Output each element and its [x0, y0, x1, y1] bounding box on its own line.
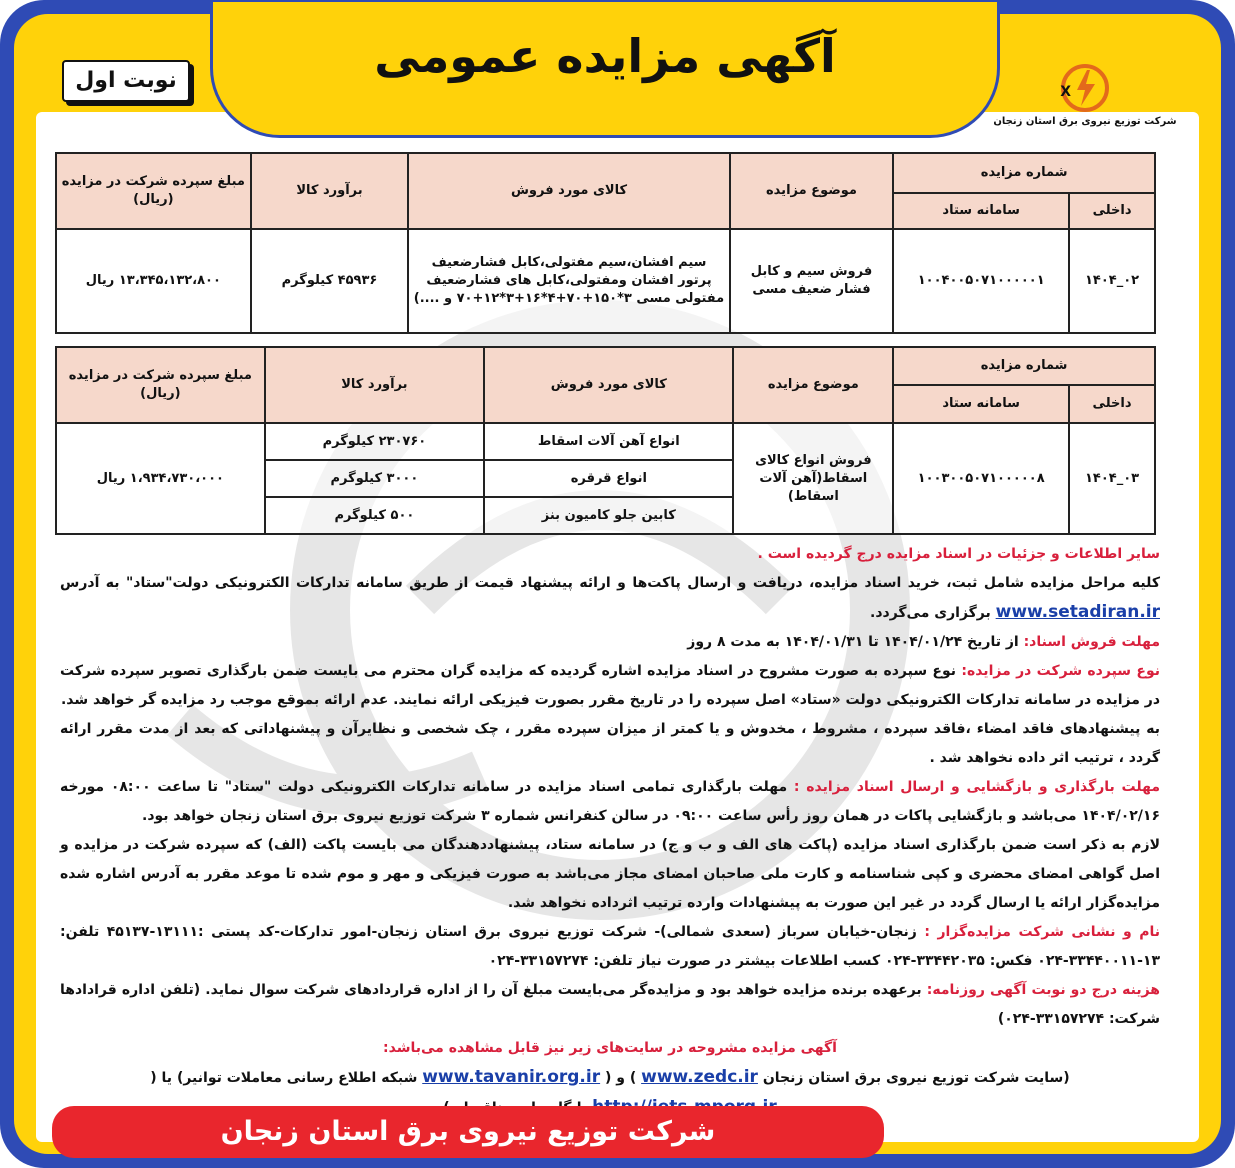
header-estimate: برآورد کالا	[265, 347, 484, 423]
deposit-type-text: نوع سپرده به صورت مشروح در اسناد مزایده اشاره گردیده که مزایده گران محترم می بایست ضمن بارگذاری تصویر سپرده شرکت در مزایده در سامانه تدارکات الکترونیکی دولت «ستاد» اصل سپرده را در تاریخ مقرر بصورت فیزیکی ارائه نمایند. عدم ارائه بموقع موجب رد مزایده گر خواهد شد.	[60, 663, 1160, 708]
auction-table-1	[55, 152, 1156, 334]
round-badge: نوبت اول	[62, 60, 190, 102]
para-rejection: به پیشنهادهای فاقد امضاء ،فاقد سپرده ، مشروط ، مخدوش و یا کمتر از میزان سپرده مقرر ، چک شخصی و نظایرآن و پیشنهاداتی که بعد از مدت مقرر ارائه گردد ، ترتیب اثر داده نخواهد شد .	[60, 721, 1160, 766]
header-auction-number: شماره مزایده	[893, 153, 1155, 193]
para-procedure	[60, 569, 1160, 628]
header-estimate: برآورد کالا	[251, 153, 409, 229]
ad-cost-label: هزینه درج دو نوبت آگهی روزنامه:	[926, 982, 1161, 998]
page-title: آگهی مزایده عمومی	[374, 29, 836, 83]
header-subject: موضوع مزایده	[733, 347, 893, 423]
procedure-end: برگزاری می‌گردد.	[870, 605, 991, 621]
procedure-text: کلیه مراحل مزایده شامل ثبت، خرید اسناد مزایده، دریافت و ارسال پاکت‌ها و ارائه پیشنهاد قیمت از طریق سامانه تدارکات الکترونیکی دولت"ستاد" به آدرس	[60, 575, 1160, 591]
logo-company-name: شرکت توزیع نیروی برق استان زنجان	[993, 116, 1177, 127]
para-address	[60, 918, 1160, 976]
sites-text-b: ) و (	[604, 1070, 637, 1086]
cell-subject: فروش سیم و کابل فشار ضعیف مسی	[730, 229, 894, 333]
cell-setad: ۱۰۰۴۰۰۵۰۷۱۰۰۰۰۰۱	[893, 229, 1069, 333]
cell-estimate-2: ۳۰۰۰ کیلوگرم	[265, 460, 484, 497]
address-text: زنجان-خیابان سرباز (سعدی شمالی)- شرکت توزیع نیروی برق استان زنجان-امور تدارکات-کد پستی :۱۳۱۱۱-۴۵۱۳۷ تلفن: ۱۳-۳۳۴۴۰۰۱۱-۰۲۴ فکس: ۳۳۴۴۲۰۳۵-۰۲۴ کسب اطلاعات بیشتر در صورت نیاز تلفن: ۳۳۱۵۷۲۷۴-۰۲۴	[60, 924, 1160, 969]
cell-estimate-3: ۵۰۰ کیلوگرم	[265, 497, 484, 534]
sites-text-c: شبکه اطلاع رسانی معاملات توانیر) یا (	[150, 1070, 418, 1086]
sale-deadline-text: از تاریخ ۱۴۰۴/۰۱/۲۴ تا ۱۴۰۴/۰۱/۳۱ به مدت ۸ روز	[687, 634, 1019, 650]
header-goods: کالای مورد فروش	[484, 347, 733, 423]
header-deposit: مبلغ سپرده شرکت در مزایده (ریال)	[56, 347, 265, 423]
header-subject: موضوع مزایده	[730, 153, 894, 229]
sale-deadline-label: مهلت فروش اسناد:	[1023, 634, 1160, 650]
sites-text-a: (سایت شرکت توزیع نیروی برق استان زنجان	[762, 1070, 1070, 1086]
cell-deposit: ۱۳،۳۴۵،۱۳۲،۸۰۰ ریال	[56, 229, 251, 333]
upload-deadline-text: مهلت بارگذاری تمامی اسناد مزایده در سامانه تدارکات الکترونیکی دولت "ستاد" تا ساعت ۰۸:۰۰ مورخه ۱۴۰۴/۰۲/۱۶ می‌باشد و بازگشایی پاکات در همان روز رأس ساعت ۰۹:۰۰ در سالن کنفرانس شماره ۳ شرکت توزیع نیروی برق استان زنجان خواهد بود.	[60, 779, 1160, 824]
header-setad: سامانه ستاد	[893, 385, 1069, 423]
header-setad: سامانه ستاد	[893, 193, 1069, 229]
setadiran-link[interactable]: www.setadiran.ir	[995, 602, 1160, 622]
cell-goods-2: انواع قرقره	[484, 460, 733, 497]
para-sites-intro: آگهی مزایده مشروحه در سایت‌های زیر نیز قابل مشاهده می‌باشد:	[383, 1040, 837, 1056]
para-deposit-type	[60, 657, 1160, 715]
cell-goods: سیم افشان،سیم مفتولی،کابل فشارضعیف پرتور افشان ومفتولی،کابل های فشارضعیف مفتولی مسی ۳*۱۵۰+۷۰+۴*۱۶+۳*۱۲+۷۰ و ....)	[408, 229, 729, 333]
notice-body	[60, 540, 1160, 1123]
header-internal: داخلی	[1069, 385, 1155, 423]
cell-internal: ۰۳_۱۴۰۴	[1069, 423, 1155, 534]
para-details-note: سایر اطلاعات و جزئیات در اسناد مزایده درج گردیده است .	[757, 546, 1160, 562]
upload-deadline-label: مهلت بارگذاری و بازگشایی و ارسال اسناد مزایده :	[793, 779, 1160, 795]
header-internal: داخلی	[1069, 193, 1155, 229]
cell-internal: ۰۲_۱۴۰۴	[1069, 229, 1155, 333]
para-ad-cost	[60, 976, 1160, 1034]
zedc-link[interactable]: www.zedc.ir	[641, 1067, 758, 1087]
title-banner	[210, 2, 1000, 138]
cell-setad: ۱۰۰۳۰۰۵۰۷۱۰۰۰۰۰۸	[893, 423, 1069, 534]
cell-subject: فروش انواع کالای اسقاط(آهن آلات اسقاط)	[733, 423, 893, 534]
header-goods: کالای مورد فروش	[408, 153, 729, 229]
ad-cost-text: برعهده برنده مزایده خواهد بود و مزایده‌گر می‌بایست مبلغ آن را از اداره قراردادهای شرکت سوال نماید. (تلفن اداره قرادادها شرکت: ۳۳۱۵۷۲۷۴-۰۲۴)	[60, 982, 1160, 1027]
tavanir-link[interactable]: www.tavanir.org.ir	[422, 1067, 601, 1087]
address-label: نام و نشانی شرکت مزایده‌گزار :	[924, 924, 1161, 940]
footer-company-banner: شرکت توزیع نیروی برق استان زنجان	[52, 1106, 884, 1158]
header-deposit: مبلغ سپرده شرکت در مزایده (ریال)	[56, 153, 251, 229]
auction-table-2	[55, 346, 1156, 535]
cell-estimate-1: ۲۳۰۷۶۰ کیلوگرم	[265, 423, 484, 460]
svg-text:X: X	[1060, 84, 1071, 100]
para-envelope-note: لازم به ذکر است ضمن بارگذاری اسناد مزایده (پاکت های الف و ب و ج) در سامانه ستاد، پیشنهاددهندگان می بایست پاکت (الف) که سپرده شرکت در مزایده و اصل گواهی امضای محضری و کپی شناسنامه و کارت ملی صاحبان امضای مجاز می‌باشد به صورت فیزیکی و مهر و موم شده تا موعد مقرر به آدرس اشاره شده مزایده‌گزار ارائه یا ارسال گردد در غیر این صورت به پیشنهادات وارده ترتیب اثرداده نخواهد شد.	[60, 837, 1160, 911]
company-logo	[990, 60, 1180, 140]
header-auction-number: شماره مزایده	[893, 347, 1155, 385]
cell-goods-1: انواع آهن آلات اسقاط	[484, 423, 733, 460]
cell-estimate: ۴۵۹۳۶ کیلوگرم	[251, 229, 409, 333]
para-sale-deadline	[60, 628, 1160, 657]
power-company-logo-icon	[1057, 60, 1113, 116]
cell-goods-3: کابین جلو کامیون بنز	[484, 497, 733, 534]
cell-deposit: ۱،۹۳۴،۷۳۰،۰۰۰ ریال	[56, 423, 265, 534]
deposit-type-label: نوع سپرده شرکت در مزایده:	[961, 663, 1160, 679]
para-upload-deadline	[60, 773, 1160, 831]
